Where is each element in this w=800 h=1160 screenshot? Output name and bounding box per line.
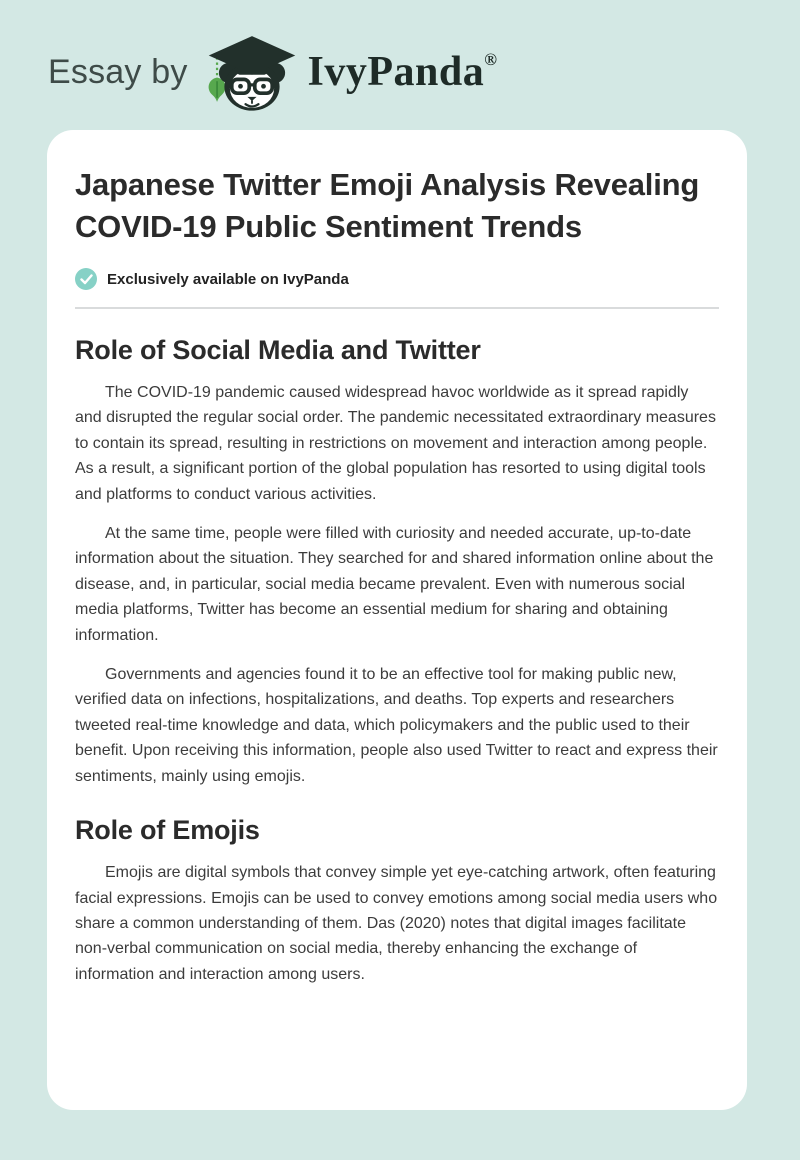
exclusive-badge-label: Exclusively available on IvyPanda (107, 270, 349, 288)
section-heading-emojis: Role of Emojis (75, 815, 260, 846)
essay-by-label: Essay by (48, 52, 188, 91)
brand-name (308, 48, 498, 96)
registered-mark: ® (484, 50, 498, 69)
checkmark-icon (75, 268, 97, 290)
exclusive-badge (75, 268, 719, 290)
section-heading-social-media: Role of Social Media and Twitter (75, 335, 481, 365)
section-social-media (75, 335, 719, 789)
ivypanda-logo-icon (206, 32, 298, 112)
brand-text: IvyPanda (307, 49, 485, 95)
paragraph: Emojis are digital symbols that convey simple yet eye-catching artwork, often featuring facial expressions. Emojis can be used to convey emotions among social media users who share a common understanding of them. Das (2020) notes that digital images facilitate non-verbal communication on social media, thereby enhancing the exchange of information and interaction among users. (75, 864, 718, 983)
paragraph: At the same time, people were filled with curiosity and needed accurate, up-to-date information about the situation. They searched for and shared information online about the disease, and, in particular, social media became prevalent. Even with numerous social media platforms, Twitter has become an essential medium for sharing and obtaining information. (75, 525, 714, 644)
paragraph: Governments and agencies found it to be an effective tool for making public new, verified data on infections, hospitalizations, and deaths. Top experts and researchers tweeted real-time knowledge and data, which policymakers and the public used to their benefit. Upon receiving this information, people also used Twitter to react and express their sentiments, mainly using emojis. (75, 666, 718, 785)
essay-card (47, 130, 747, 1110)
section-emojis (75, 815, 719, 987)
paragraph: The COVID-19 pandemic caused widespread havoc worldwide as it spread rapidly and disrupted the regular social order. The pandemic necessitated extraordinary measures to contain its spread, resulting in restrictions on movement and interaction among people. As a result, a significant portion of the global population has resorted to using digital tools and platforms to conduct various activities. (75, 384, 716, 503)
page-header (0, 0, 800, 130)
divider (75, 307, 719, 309)
essay-title: Japanese Twitter Emoji Analysis Revealing COVID-19 Public Sentiment Trends (75, 167, 700, 244)
